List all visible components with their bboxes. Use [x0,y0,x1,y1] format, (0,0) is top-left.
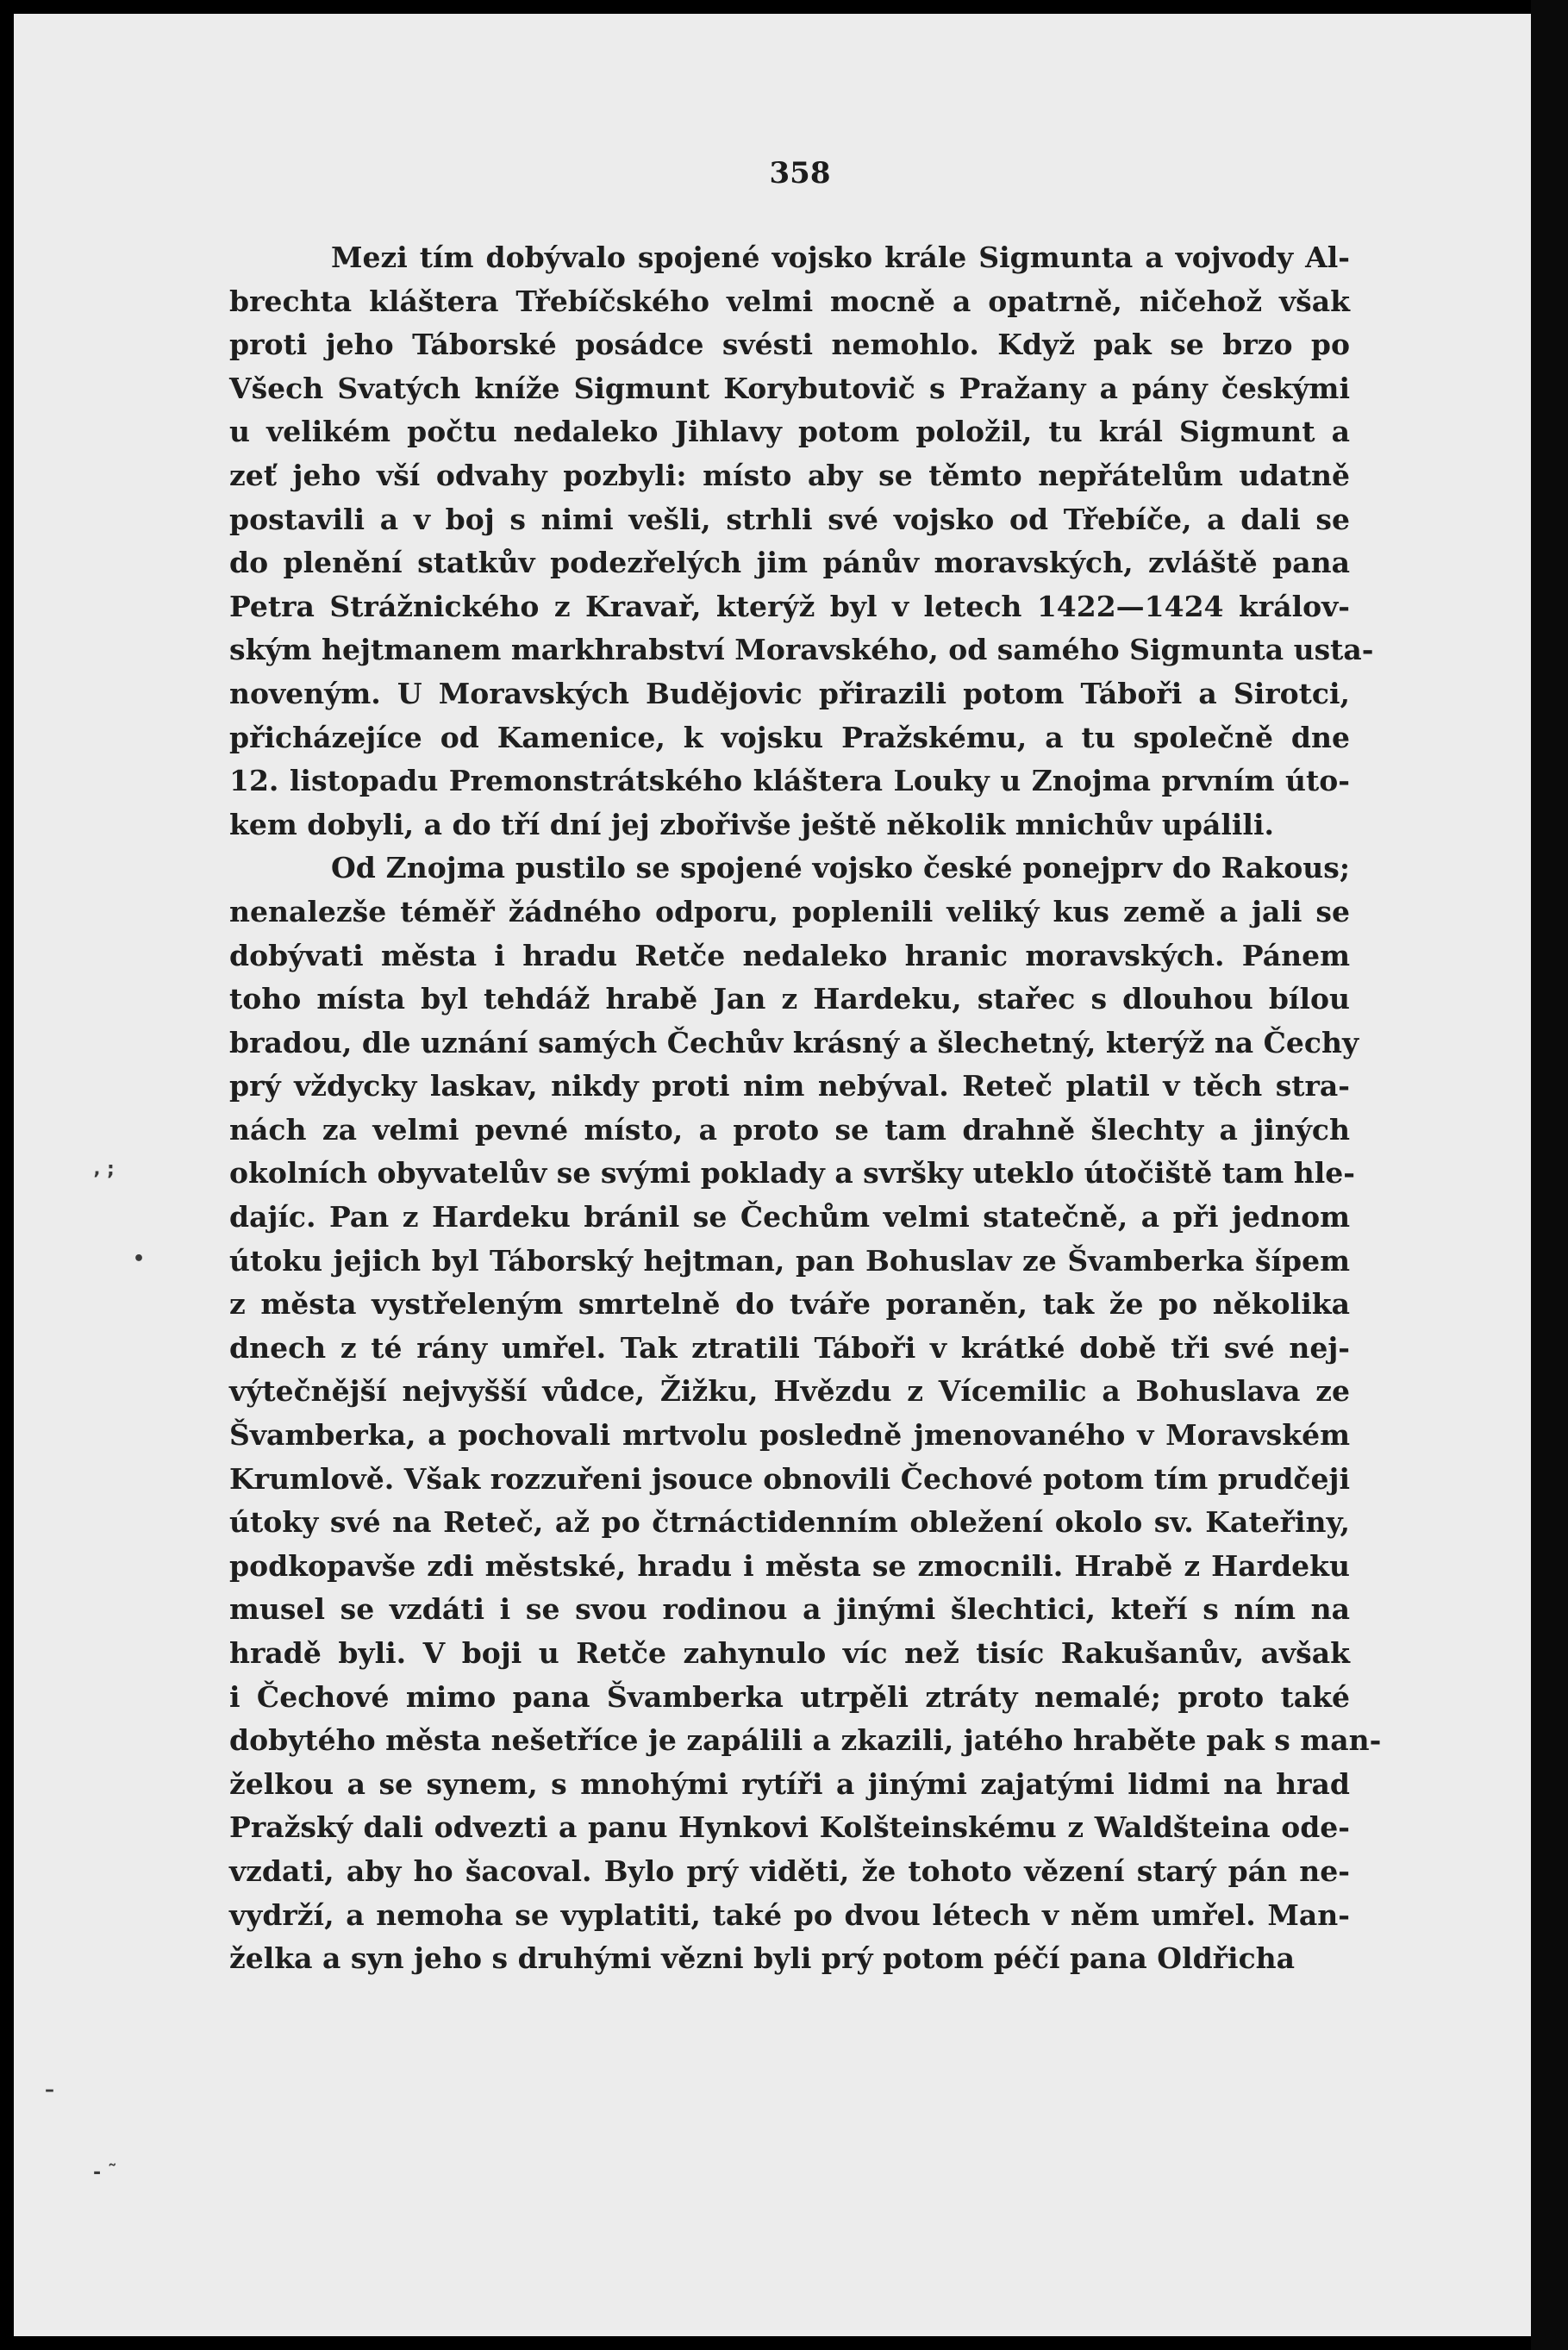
text-line: okolních obyvatelův se svými poklady a svršky uteklo útočiště tam hle- [229,1156,1355,1191]
text-line: u velikém počtu nedaleko Jihlavy potom položil, tu král Sigmunt a [229,415,1350,449]
text-line: podkopavše zdi městské, hradu i města se zmocnili. Hrabě z Hardeku [229,1548,1350,1583]
text-line: želkou a se synem, s mnohými rytíři a jinými zajatými lidmi na hrad [229,1766,1350,1801]
text-line: zeť jeho vší odvahy pozbyli: místo aby se těmto nepřátelům udatně [229,458,1350,492]
text-line: vzdati, aby ho šacoval. Bylo prý viděti, že tohoto vězení starý pán ne- [229,1853,1350,1888]
text-line: výtečnější nejvyšší vůdce, Žižku, Hvězdu z Vícemilic a Bohuslava ze [229,1374,1350,1409]
body-text [229,236,1382,1981]
text-line: prý vždycky laskav, nikdy proti nim nebýval. Reteč platil v těch stra- [229,1069,1350,1103]
text-line: dobytého města nešetříce je zapálili a zkazili, jatého hraběte pak s man- [229,1723,1382,1758]
text-line: toho místa byl tehdáž hrabě Jan z Hardeku, stařec s dlouhou bílou [229,982,1350,1016]
text-line: útoku jejich byl Táborský hejtman, pan Bohuslav ze Švamberka šípem [229,1243,1350,1278]
text-line: Pražský dali odvezti a panu Hynkovi Kolšteinskému z Waldšteina ode- [229,1810,1350,1845]
text-line: želka a syn jeho s druhými vězni byli prý potom péčí pana Oldřicha [229,1941,1296,1976]
text-line: Švamberka, a pochovali mrtvolu posledně jmenovaného v Moravském [229,1418,1350,1453]
text-line: do plenění statkův podezřelých jim pánův moravských, zvláště pana [229,546,1350,580]
text-line: útoky své na Reteč, až po čtrnáctidenním obležení okolo sv. Kateřiny, [229,1505,1350,1540]
text-line: kem dobyli, a do tří dní jej zbořivše ještě několik mnichův upálili. [229,807,1274,841]
text-line: proti jeho Táborské posádce svésti nemohlo. Když pak se brzo po [229,328,1350,362]
text-line: noveným. U Moravských Budějovic přirazili potom Táboři a Sirotci, [229,676,1350,710]
text-line: Petra Strážnického z Kravař, kterýž byl v letech 1422—1424 králov- [229,589,1350,623]
text-line: přicházejíce od Kamenice, k vojsku Pražskému, a tu společně dne [229,720,1350,754]
text-line: dnech z té rány umřel. Tak ztratili Táboři v krátké době tři své nej- [229,1330,1350,1365]
text-line: bradou, dle uznání samých Čechův krásný a šlechetný, kterýž na Čechy [229,1025,1359,1059]
text-line: Od Znojma pustilo se spojené vojsko české ponejprv do Rakous; [331,851,1350,885]
text-line: z města vystřeleným smrtelně do tváře poraněn, tak že po několika [229,1287,1350,1322]
margin-speck: – [45,2079,54,2101]
text-line: dajíc. Pan z Hardeku bránil se Čechům velmi statečně, a při jednom [229,1200,1350,1234]
text-line: i Čechové mimo pana Švamberka utrpěli ztráty nemalé; proto také [229,1679,1350,1714]
scan-border [1531,0,1568,2350]
text-line: Všech Svatých kníže Sigmunt Korybutovič s Pražany a pány českými [229,371,1350,405]
margin-speck: ‚ ; [93,1159,115,1180]
text-line: hradě byli. V boji u Retče zahynulo víc než tisíc Rakušanův, avšak [229,1636,1350,1670]
text-line: dobývati města i hradu Retče nedaleko hranic moravských. Pánem [229,938,1350,972]
text-line: Krumlově. Však rozzuřeni jsouce obnovili Čechové potom tím prudčeji [229,1461,1350,1496]
text-line: ským hejtmanem markhrabství Moravského, od samého Sigmunta usta- [229,633,1374,667]
margin-speck: • [133,1248,146,1270]
text-line: nách za velmi pevné místo, a proto se tam drahně šlechty a jiných [229,1112,1350,1147]
text-line: postavili a v boj s nimi vešli, strhli své vojsko od Třebíče, a dali se [229,502,1350,536]
book-page [14,14,1531,2336]
text-line: vydrží, a nemoha se vyplatiti, také po dvou létech v něm umřel. Man- [229,1897,1350,1932]
page-number: 358 [769,156,831,191]
text-line: musel se vzdáti i se svou rodinou a jinými šlechtici, kteří s ním na [229,1592,1350,1627]
margin-speck: - ˜ [93,2162,117,2184]
text-line: 12. listopadu Premonstrátského kláštera Louky u Znojma prvním úto- [229,764,1350,798]
text-line: nenalezše téměř žádného odporu, poplenili veliký kus země a jali se [229,894,1350,928]
text-line: brechta kláštera Třebíčského velmi mocně a opatrně, ničehož však [229,284,1350,318]
text-line: Mezi tím dobývalo spojené vojsko krále Sigmunta a vojvody Al- [331,241,1350,274]
